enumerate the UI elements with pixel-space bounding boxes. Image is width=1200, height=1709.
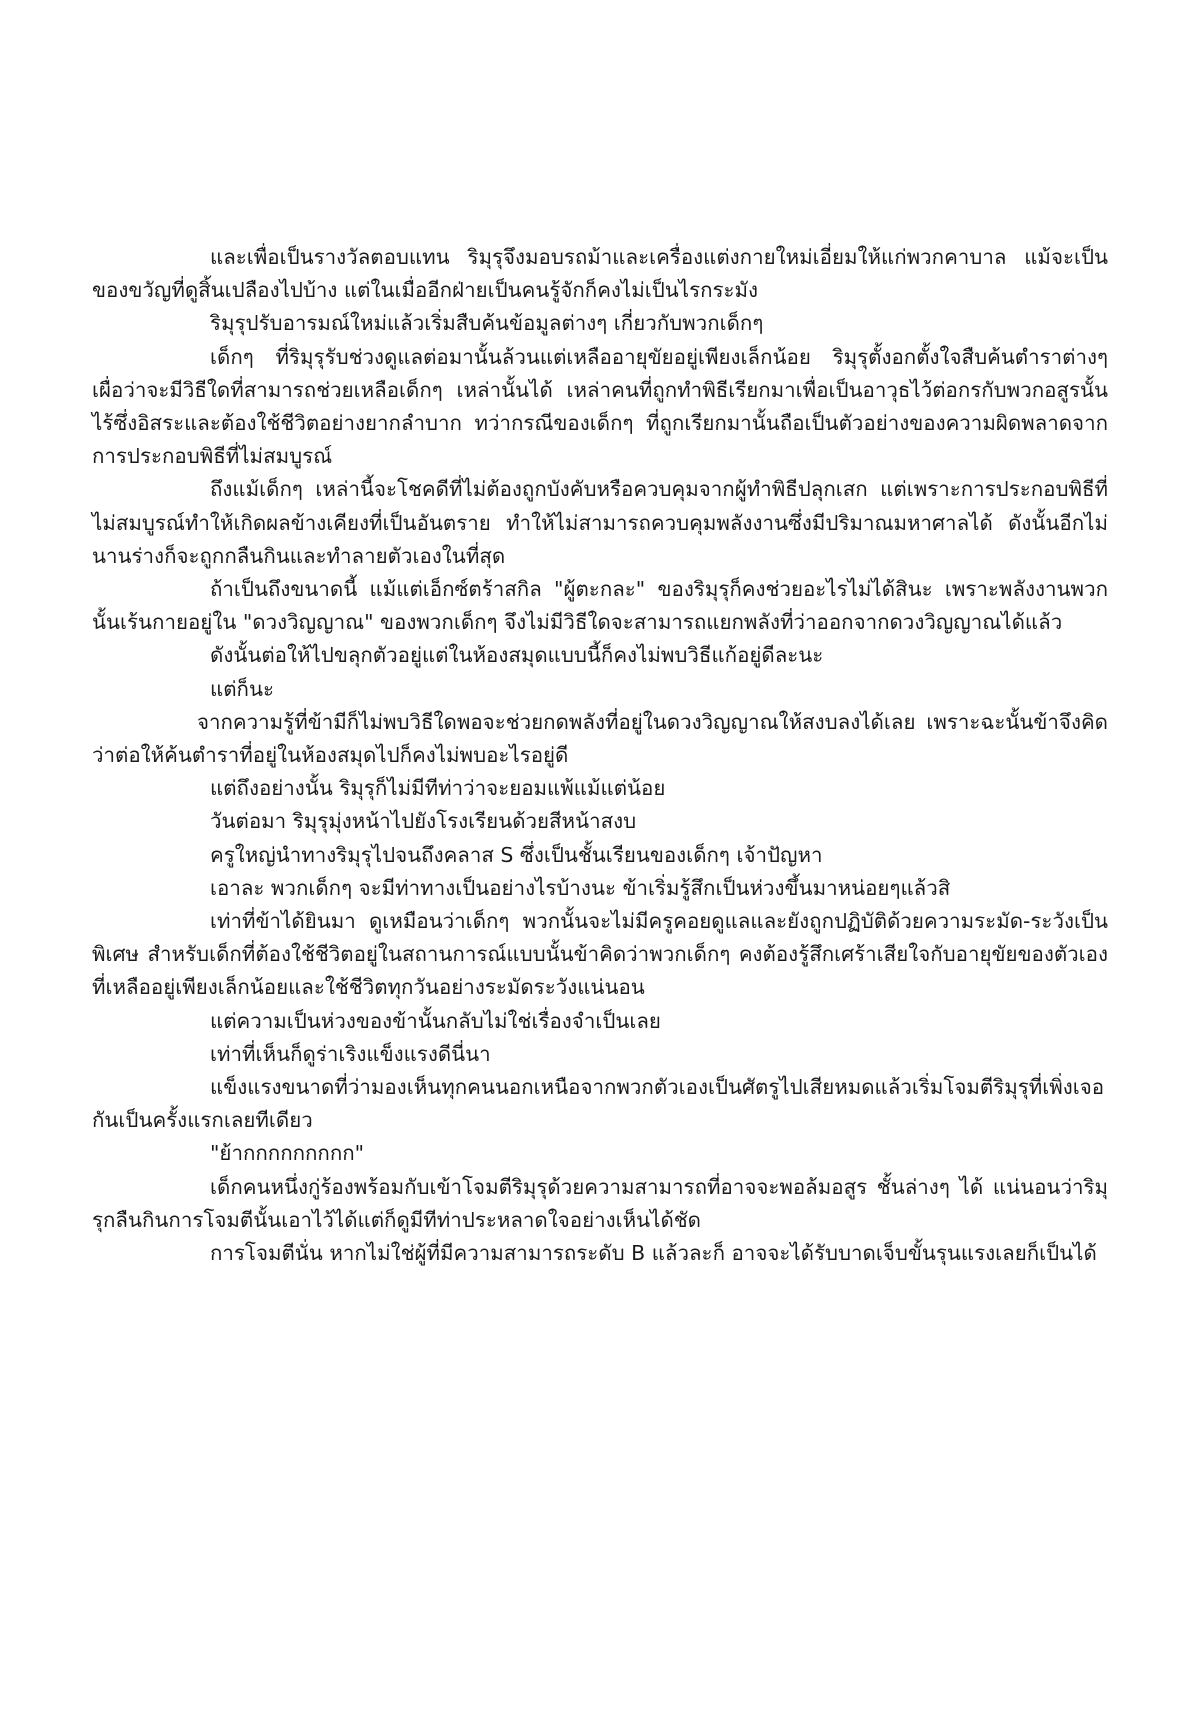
paragraph: เอาละ พวกเด็กๆ จะมีท่าทางเป็นอย่างไรบ้างนะ ข้าเริ่มรู้สึกเป็นห่วงขึ้นมาหน่อยๆแล้วสิ (210, 875, 951, 900)
paragraph: วันต่อมา ริมุรุมุ่งหน้าไปยังโรงเรียนด้วยสีหน้าสงบ (210, 809, 637, 834)
paragraph: แต่ก็นะ (210, 676, 274, 701)
paragraph: ถึงแม้เด็กๆ เหล่านี้จะโชคดีที่ไม่ต้องถูกบังคับหรือควบคุมจากผู้ทำพิธีปลุกเสก แต่เพราะการประกอบพิธีที่ไม่สมบูรณ์ทำให้เกิดผลข้างเคียงที่เป็นอันตราย ทำให้ไม่สามารถควบคุมพลังงานซึ่งมีปริมาณมหาศาลได้ ดังนั้นอีกไม่นานร่างก็จะถูกกลืนกินและทำลายตัวเองในที่สุด (92, 477, 1108, 568)
paragraph: ถ้าเป็นถึงขนาดนี้ แม้แต่เอ็กซ์ตร้าสกิล "ผู้ตะกละ" ของริมุรุก็คงช่วยอะไรไม่ได้สินะ เพราะพลังงานพวกนั้นเร้นกายอยู่ใน "ดวงวิญญาณ" ของพวกเด็กๆ จึงไม่มีวิธีใดจะสามารถแยกพลังที่ว่าออกจากดวงวิญญาณได้แล้ว (92, 577, 1108, 635)
paragraph: ดังนั้นต่อให้ไปขลุกตัวอยู่แต่ในห้องสมุดแบบนี้ก็คงไม่พบวิธีแก้อยู่ดีละนะ (210, 643, 824, 668)
paragraph: ริมุรุปรับอารมณ์ใหม่แล้วเริ่มสืบค้นข้อมูลต่างๆ เกี่ยวกับพวกเด็กๆ (210, 311, 764, 336)
paragraph: ครูใหญ่นำทางริมุรุไปจนถึงคลาส S ซึ่งเป็นชั้นเรียนของเด็กๆ เจ้าปัญหา (210, 842, 823, 867)
paragraph: เท่าที่เห็นก็ดูร่าเริงแข็งแรงดีนี่นา (210, 1041, 491, 1066)
body-text (92, 241, 1108, 1270)
paragraph: จากความรู้ที่ข้ามีก็ไม่พบวิธีใดพอจะช่วยกดพลังที่อยู่ในดวงวิญญาณให้สงบลงได้เลย เพราะฉะนั้นข้าจึงคิดว่าต่อให้ค้นตำราที่อยู่ในห้องสมุดไปก็คงไม่พบอะไรอยู่ดี (92, 709, 1108, 768)
paragraph: เด็กๆ ที่ริมุรุรับช่วงดูแลต่อมานั้นล้วนแต่เหลืออายุขัยอยู่เพียงเล็กน้อย ริมุรุตั้งอกตั้งใจสืบค้นตำราต่างๆ เผื่อว่าจะมีวิธีใดที่สามารถช่วยเหลือเด็กๆ เหล่านั้นได้ เหล่าคนที่ถูกทำพิธีเรียกมาเพื่อเป็นอาวุธไว้ต่อกรกับพวกอสูรนั้นไร้ซึ่งอิสระและต้องใช้ชีวิตอย่างยากลำบาก ทว่ากรณีของเด็กๆ ที่ถูกเรียกมานั้นถือเป็นตัวอย่างของความผิดพลาดจากการประกอบพิธีที่ไม่สมบูรณ์ (92, 344, 1108, 469)
paragraph: เด็กคนหนึ่งกู่ร้องพร้อมกับเข้าโจมตีริมุรุด้วยความสามารถที่อาจจะพอล้มอสูร ชั้นล่างๆ ได้ แน่นอนว่าริมุรุกลืนกินการโจมตีนั้นเอาไว้ได้แต่ก็ดูมีทีท่าประหลาดใจอย่างเห็นได้ชัด (92, 1174, 1108, 1232)
paragraph: "ย้ากกกกกกกกก" (210, 1141, 365, 1166)
paragraph: แต่ถึงอย่างนั้น ริมุรุก็ไม่มีทีท่าว่าจะยอมแพ้แม้แต่น้อย (210, 776, 666, 801)
paragraph: แต่ความเป็นห่วงของข้านั้นกลับไม่ใช่เรื่องจำเป็นเลย (210, 1008, 661, 1033)
paragraph: แข็งแรงขนาดที่ว่ามองเห็นทุกคนนอกเหนือจากพวกตัวเองเป็นศัตรูไปเสียหมดแล้วเริ่มโจมตีริมุรุที่เพิ่งเจอกันเป็นครั้งแรกเลยทีเดียว (92, 1075, 1105, 1133)
paragraph: เท่าที่ข้าได้ยินมา ดูเหมือนว่าเด็กๆ พวกนั้นจะไม่มีครูคอยดูแลและยังถูกปฏิบัติด้วยความระมัด-ระวังเป็นพิเศษ สำหรับเด็กที่ต้องใช้ชีวิตอยู่ในสถานการณ์แบบนั้นข้าคิดว่าพวกเด็กๆ คงต้องรู้สึกเศร้าเสียใจกับอายุขัยของตัวเองที่เหลืออยู่เพียงเล็กน้อยและใช้ชีวิตทุกวันอย่างระมัดระวังแน่นอน (92, 909, 1108, 1000)
paragraph: การโจมตีนั่น หากไม่ใช่ผู้ที่มีความสามารถระดับ B แล้วละก็ อาจจะได้รับบาดเจ็บขั้นรุนแรงเลยก็เป็นได้ (210, 1241, 1097, 1266)
paragraph: และเพื่อเป็นรางวัลตอบแทน ริมุรุจึงมอบรถม้าและเครื่องแต่งกายใหม่เอี่ยมให้แก่พวกคาบาล แม้จะเป็นของขวัญที่ดูสิ้นเปลืองไปบ้าง แต่ในเมื่ออีกฝ่ายเป็นคนรู้จักก็คงไม่เป็นไรกระมัง (92, 245, 1108, 303)
